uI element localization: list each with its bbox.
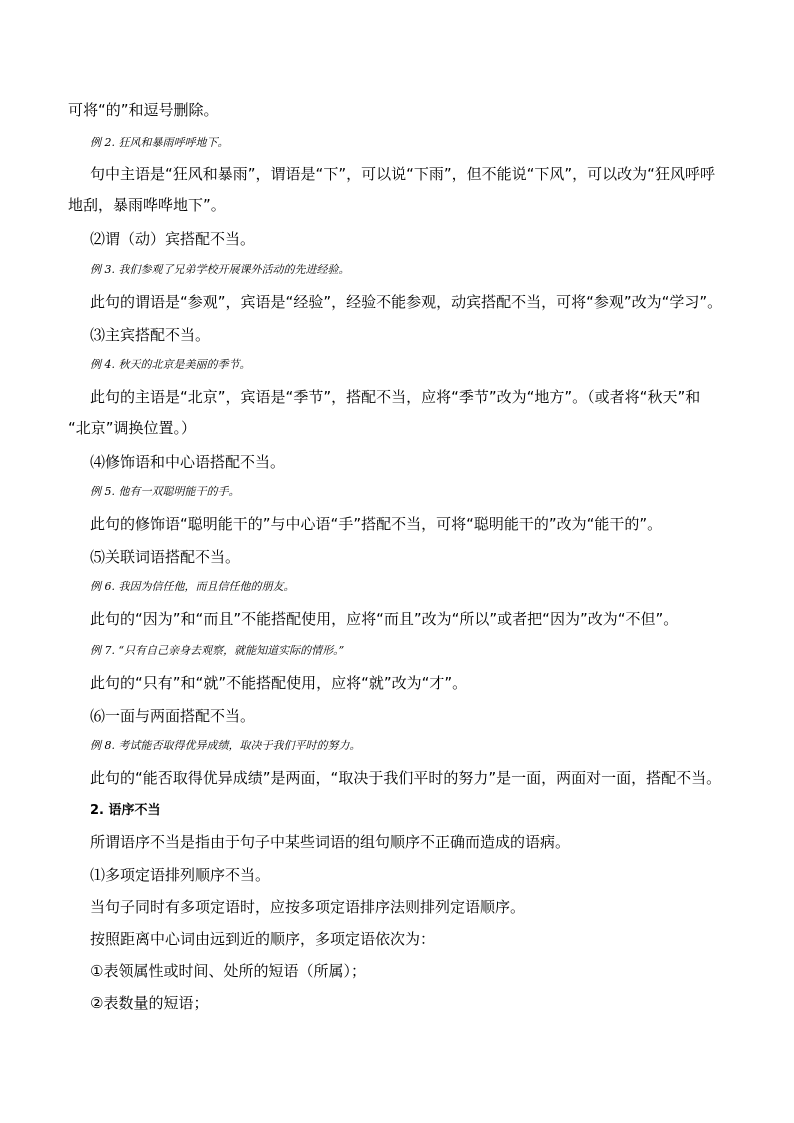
text-line: 此句的主语是“北京”，宾语是“季节”，搭配不当，应将“季节”改为“地方”。（或者将“秋天”和 — [90, 388, 701, 406]
subheading: ⑵谓（动）宾搭配不当。 — [90, 230, 256, 248]
list-item: ①表领属性或时间、处所的短语（所属）； — [90, 962, 366, 980]
text-line: 此句的“能否取得优异成绩”是两面，“取决于我们平时的努力”是一面，两面对一面，搭配不当。 — [90, 769, 722, 787]
section-heading: 2. 语序不当 — [90, 803, 161, 818]
example-sentence: 例 8. 考试能否取得优异成绩，取决于我们平时的努力。 — [90, 739, 361, 752]
example-sentence: 例 6. 我因为信任他，而且信任他的朋友。 — [90, 580, 295, 593]
text-line: 此句的修饰语“聪明能干的”与中心语“手”搭配不当，可将“聪明能干的”改为“能干的”。 — [90, 515, 663, 533]
example-sentence: 例 3. 我们参观了兄弟学校开展课外活动的先进经验。 — [90, 263, 350, 276]
subheading: ⑸关联词语搭配不当。 — [90, 548, 241, 566]
text-line: 按照距离中心词由远到近的顺序，多项定语依次为： — [90, 930, 436, 948]
example-sentence: 例 5. 他有一双聪明能干的手。 — [90, 485, 240, 498]
text-line: 此句的“因为”和“而且”不能搭配使用，应将“而且”改为“所以”或者把“因为”改为“不但”。 — [90, 610, 679, 628]
example-sentence: 例 7. “只有自己亲身去观察，就能知道实际的情形。” — [90, 644, 345, 657]
text-line: 句中主语是“狂风和暴雨”，谓语是“下”，可以说“下雨”，但不能说“下风”，可以改为“狂风呼呼 — [90, 165, 715, 183]
text-line: 此句的“只有”和“就”不能搭配使用，应将“就”改为“才”。 — [90, 674, 468, 692]
text-line: 可将“的”和逗号删除。 — [68, 101, 219, 119]
text-line: 地刮，暴雨哗哗地下”。 — [68, 196, 226, 214]
subheading: ⑷修饰语和中心语搭配不当。 — [90, 453, 286, 471]
text-line: 当句子同时有多项定语时，应按多项定语排序法则排列定语顺序。 — [90, 898, 526, 916]
subheading: ⑹一面与两面搭配不当。 — [90, 707, 256, 725]
example-sentence: 例 4. 秋天的北京是美丽的季节。 — [90, 358, 251, 371]
text-line: “北京”调换位置。） — [68, 419, 197, 437]
list-item: ②表数量的短语； — [90, 994, 209, 1012]
text-line: 所谓语序不当是指由于句子中某些词语的组句顺序不正确而造成的语病。 — [90, 833, 571, 851]
subheading: ⑴多项定语排列顺序不当。 — [90, 866, 271, 884]
subheading: ⑶主宾搭配不当。 — [90, 326, 211, 344]
text-line: 此句的谓语是“参观”，宾语是“经验”，经验不能参观，动宾搭配不当，可将“参观”改为“学习”。 — [90, 293, 723, 311]
example-sentence: 例 2. 狂风和暴雨呼呼地下。 — [90, 136, 229, 149]
